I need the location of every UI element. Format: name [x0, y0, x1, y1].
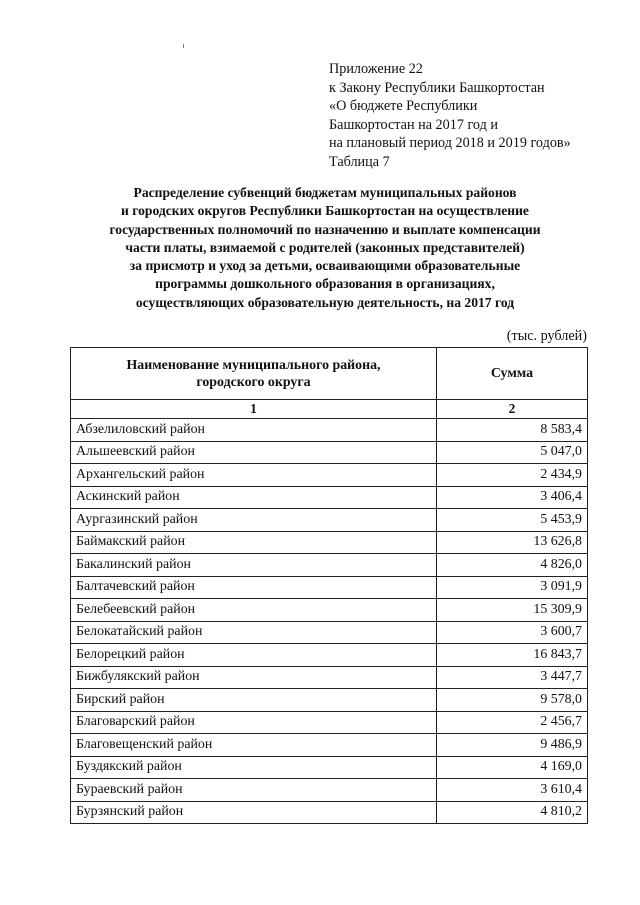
- table-row: [71, 621, 588, 644]
- appendix-block: [329, 60, 571, 172]
- subsidy-amount: 4 169,0: [437, 756, 588, 779]
- appendix-line: Приложение 22: [329, 61, 423, 77]
- municipality-name: Архангельский район: [71, 464, 437, 487]
- appendix-line: Башкортостан на 2017 год и: [329, 116, 498, 133]
- municipality-name: Белебеевский район: [71, 599, 437, 622]
- table-row: [71, 801, 588, 824]
- subsidy-amount: 5 453,9: [437, 509, 588, 532]
- subsidy-amount: 4 826,0: [437, 554, 588, 577]
- subsidy-amount: 3 447,7: [437, 666, 588, 689]
- column-number: 1: [71, 400, 437, 419]
- header-municipality-line1: Наименование муниципального района,: [126, 357, 381, 373]
- table-row: [71, 576, 588, 599]
- table-row: [71, 464, 588, 487]
- subsidy-amount: 5 047,0: [437, 441, 588, 464]
- subsidy-amount: 3 091,9: [437, 576, 588, 599]
- subsidy-table: [70, 347, 588, 824]
- subsidy-amount: 3 610,4: [437, 779, 588, 802]
- table-row: [71, 779, 588, 802]
- subsidy-amount: 9 578,0: [437, 689, 588, 712]
- subsidy-amount: 13 626,8: [437, 531, 588, 554]
- subsidy-amount: 15 309,9: [437, 599, 588, 622]
- municipality-name: Белорецкий район: [71, 644, 437, 667]
- header-amount: Сумма: [437, 348, 588, 400]
- table-row: [71, 419, 588, 442]
- municipality-name: Бакалинский район: [71, 554, 437, 577]
- municipality-name: Балтачевский район: [71, 576, 437, 599]
- scan-mark: [183, 44, 184, 48]
- title-line: части платы, взимаемой с родителей (законных представителей): [125, 239, 525, 255]
- municipality-name: Аскинский район: [71, 486, 437, 509]
- table-row: [71, 666, 588, 689]
- subsidy-amount: 3 406,4: [437, 486, 588, 509]
- table-row: [71, 486, 588, 509]
- municipality-name: Альшеевский район: [71, 441, 437, 464]
- municipality-name: Абзелиловский район: [71, 419, 437, 442]
- municipality-name: Бураевский район: [71, 779, 437, 802]
- title-line: Распределение субвенций бюджетам муниципальных районов: [133, 185, 517, 200]
- title-line: и городских округов Республики Башкортостан на осуществление: [121, 203, 529, 219]
- header-municipality: [71, 348, 437, 400]
- table-row: [71, 509, 588, 532]
- municipality-name: Благовещенский район: [71, 734, 437, 757]
- subsidy-amount: 4 810,2: [437, 801, 588, 824]
- subsidy-amount: 2 434,9: [437, 464, 588, 487]
- appendix-line: на плановый период 2018 и 2019 годов»: [329, 135, 571, 152]
- title-line: программы дошкольного образования в организациях,: [155, 276, 495, 292]
- header-municipality-line2: городского округа: [196, 374, 311, 390]
- table-header-row: [71, 348, 588, 400]
- subsidy-amount: 2 456,7: [437, 711, 588, 734]
- units-label: (тыс. рублей): [506, 328, 587, 344]
- title-line: за присмотр и уход за детьми, осваивающими образовательные: [129, 258, 521, 274]
- municipality-name: Бирский район: [71, 689, 437, 712]
- document-title: [60, 184, 590, 312]
- column-number-row: [71, 400, 588, 419]
- table-row: [71, 441, 588, 464]
- title-line: государственных полномочий по назначению и выплате компенсации: [109, 221, 541, 237]
- table-row: [71, 554, 588, 577]
- municipality-name: Благоварский район: [71, 711, 437, 734]
- table-row: [71, 644, 588, 667]
- subsidy-amount: 16 843,7: [437, 644, 588, 667]
- table-row: [71, 756, 588, 779]
- column-number: 2: [437, 400, 588, 419]
- municipality-name: Аургазинский район: [71, 509, 437, 532]
- municipality-name: Бурзянский район: [71, 801, 437, 824]
- table-row: [71, 734, 588, 757]
- municipality-name: Белокатайский район: [71, 621, 437, 644]
- municipality-name: Буздякский район: [71, 756, 437, 779]
- table-row: [71, 599, 588, 622]
- title-line: осуществляющих образовательную деятельность, на 2017 год: [135, 294, 515, 310]
- subsidy-amount: 9 486,9: [437, 734, 588, 757]
- table-row: [71, 689, 588, 712]
- municipality-name: Бижбулякский район: [71, 666, 437, 689]
- appendix-line: «О бюджете Республики: [329, 98, 478, 115]
- appendix-line: к Закону Республики Башкортостан: [329, 79, 545, 96]
- table-row: [71, 711, 588, 734]
- appendix-line: Таблица 7: [329, 153, 390, 170]
- table-row: [71, 531, 588, 554]
- municipality-name: Баймакский район: [71, 531, 437, 554]
- subsidy-amount: 8 583,4: [437, 419, 588, 442]
- subsidy-amount: 3 600,7: [437, 621, 588, 644]
